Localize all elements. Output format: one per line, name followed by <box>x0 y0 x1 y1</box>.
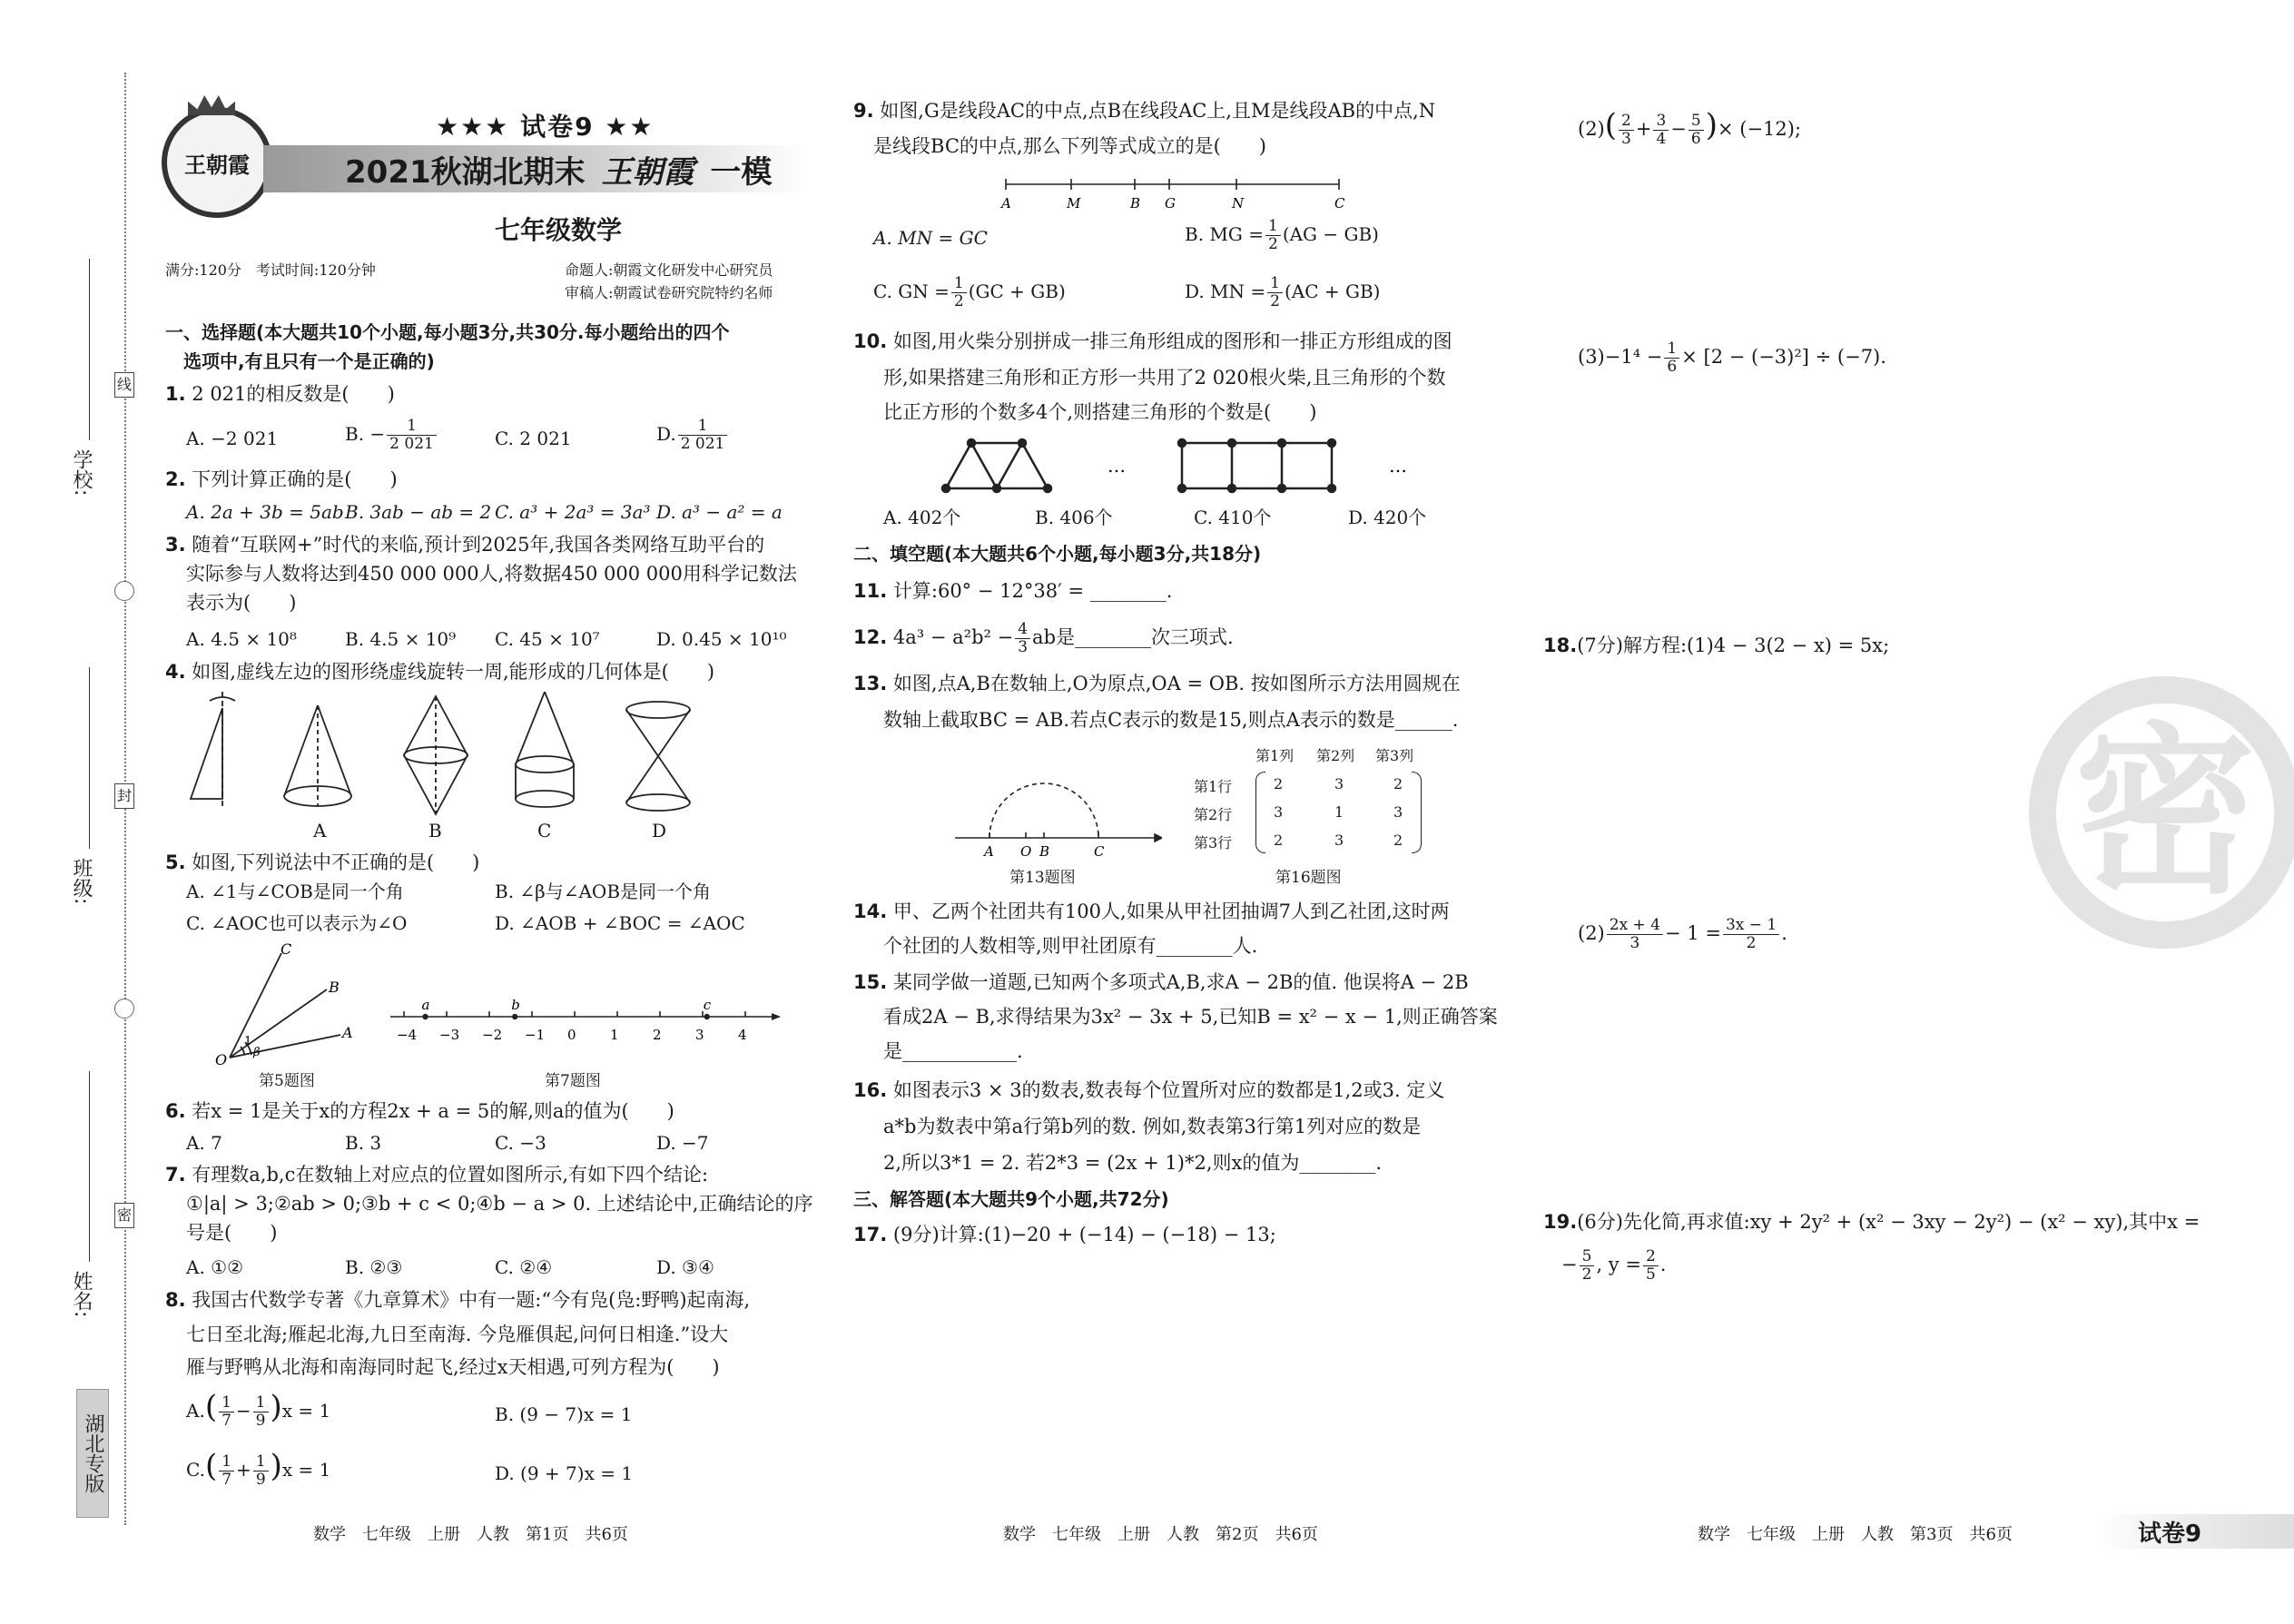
q5-figure-caption: 第5题图 <box>259 1072 315 1090</box>
q17-number: 17. <box>853 1224 888 1245</box>
question-4 <box>165 657 714 686</box>
q5-number: 5. <box>165 851 186 873</box>
binding-hole-icon <box>114 999 134 1019</box>
question-1 <box>165 379 395 408</box>
q18-mid: − 1 = <box>1665 922 1721 944</box>
q16-col-2: 第2列 <box>1316 747 1355 764</box>
q9-b-num: 1 <box>1265 218 1281 236</box>
q7-tick-label: 3 <box>695 1027 704 1043</box>
q10-line3: 比正方形的个数多4个,则搭建三角形的个数是( ) <box>883 401 1317 423</box>
q13-point-a: A <box>984 843 994 858</box>
binding-mark-seal: 封 <box>114 783 134 809</box>
q7-option-a[interactable]: A. ①② <box>186 1256 244 1278</box>
binding-mark-line: 线 <box>114 372 134 398</box>
q17-p3-num: 1 <box>1664 340 1679 359</box>
q6-option-a[interactable]: A. 7 <box>186 1132 222 1154</box>
q3-option-a[interactable]: A. 4.5 × 10⁸ <box>186 628 297 650</box>
section-1-line2: 选项中,有且只有一个是正确的) <box>183 350 435 372</box>
q9-option-c[interactable] <box>873 275 1066 310</box>
question-3 <box>165 530 764 559</box>
question-12 <box>853 621 1234 656</box>
q17-part-3 <box>1578 340 1886 376</box>
q19-y-num: 2 <box>1643 1248 1659 1266</box>
q8-option-a[interactable]: A.( $\frac{1}{7}$ − $\frac{1}{9}$ )x = 1 <box>186 1389 331 1430</box>
q16-matrix-bracket-right <box>1412 772 1422 853</box>
q7-point-a <box>422 1014 428 1019</box>
q9-point-B: B <box>1130 195 1141 212</box>
page-footer-3: 数学 七年级 上册 人教 第3页 共6页 <box>1698 1525 2013 1544</box>
q19-line1: (6分)先化简,再求值:xy + 2y² + (x² − 3xy − 2y²) − (x² − xy),其中x = <box>1577 1211 2200 1233</box>
name-field[interactable] <box>89 1071 90 1262</box>
exam-title <box>345 147 772 192</box>
question-13 <box>853 669 1461 698</box>
q8-c-num1: 1 <box>219 1453 234 1471</box>
q8-c-prefix: C. <box>186 1459 205 1481</box>
binding-mark-secret: 密 <box>114 1203 134 1228</box>
q7-tick-label: 0 <box>567 1027 576 1043</box>
q16-cell: 1 <box>1334 803 1344 821</box>
q9-point-C: C <box>1334 195 1345 212</box>
paper-tag-text: 试卷9 <box>2138 1521 2202 1548</box>
q9-option-b[interactable] <box>1185 218 1379 253</box>
q7-number-line <box>386 994 785 1058</box>
q7-tick-label: 2 <box>653 1027 662 1043</box>
q4-label-b: B <box>428 820 442 842</box>
q16-table-figure <box>1194 744 1439 858</box>
q11-text: 计算:60° − 12°38′ = ________. <box>892 580 1173 602</box>
q16-line1: 如图表示3 × 3的数表,数表每个位置所对应的数都是1,2或3. 定义 <box>892 1079 1445 1101</box>
q1-d-num: 1 <box>678 418 728 436</box>
q16-cell: 3 <box>1274 803 1284 821</box>
q18-left-num: 2x + 4 <box>1607 917 1663 935</box>
secret-watermark: 密 <box>2029 676 2294 949</box>
q17-op1: + <box>1635 118 1652 140</box>
q9-point-N: N <box>1232 195 1245 212</box>
q9-option-a[interactable]: A. MN = GC <box>873 227 988 249</box>
q2-text: 下列计算正确的是( ) <box>192 468 398 490</box>
q7-point-b <box>512 1014 517 1019</box>
q10-number: 10. <box>853 330 888 352</box>
q7-point-c <box>704 1014 710 1019</box>
q8-a-den2: 9 <box>255 1412 266 1430</box>
q2-option-b[interactable]: B. 3ab − ab = 2 <box>345 501 492 523</box>
q10-option-a[interactable]: A. 402个 <box>883 507 961 528</box>
q10-line2: 形,如果搭建三角形和正方形一共用了2 020根火柴,且三角形的个数 <box>883 367 1446 389</box>
section-2-heading: 二、填空题(本大题共6个小题,每小题3分,共18分) <box>853 543 1262 565</box>
q7-point-label: a <box>421 997 430 1013</box>
q1-option-a[interactable]: A. −2 021 <box>186 428 279 449</box>
q8-c-den1: 7 <box>222 1471 232 1489</box>
q8-c-num2: 1 <box>253 1453 269 1471</box>
q7-number: 7. <box>165 1164 186 1186</box>
name-label <box>67 1271 95 1317</box>
q19-end: . <box>1659 1254 1667 1275</box>
q5-option-a[interactable]: A. ∠1与∠COB是同一个角 <box>186 881 404 902</box>
q5-point-c: C <box>281 940 292 958</box>
q19-neg: − <box>1561 1254 1578 1275</box>
q1-b-fraction <box>387 418 437 453</box>
q8-line1: 我国古代数学专著《九章算术》中有一题:“今有凫(凫:野鸭)起南海, <box>192 1289 751 1311</box>
q6-option-b[interactable]: B. 3 <box>345 1132 382 1154</box>
question-7 <box>165 1160 708 1189</box>
edition-badge: 湖北专版 <box>76 1389 109 1518</box>
q8-a-prefix: A. <box>186 1400 205 1422</box>
q9-c-den: 2 <box>953 292 964 310</box>
q17-num1: 2 <box>1619 113 1634 131</box>
q1-d-fraction <box>678 418 728 453</box>
q10-dots-1: … <box>1108 455 1126 477</box>
q17-p2-pre: (2) <box>1578 118 1605 140</box>
q16-number: 16. <box>853 1079 888 1101</box>
logo-text: 王朝霞 <box>184 151 250 178</box>
question-6 <box>165 1097 674 1126</box>
q6-number: 6. <box>165 1100 186 1122</box>
series-label: ★★★ 试卷9 ★★ <box>436 112 655 142</box>
name-text: 姓名: <box>70 1271 93 1318</box>
q9-option-d[interactable] <box>1185 275 1380 310</box>
q6-option-d[interactable]: D. −7 <box>656 1132 709 1154</box>
q19-line2 <box>1561 1248 1666 1284</box>
q9-c-num: 1 <box>951 275 967 293</box>
q7-figure-caption: 第7题图 <box>545 1072 601 1090</box>
q18-number: 18. <box>1543 635 1578 656</box>
q8-c-op: + <box>236 1459 251 1481</box>
q7-tick-label: −4 <box>397 1027 418 1043</box>
q1-b-prefix: B. − <box>345 423 386 445</box>
q18-left-den: 3 <box>1629 934 1640 952</box>
question-19 <box>1543 1207 2200 1236</box>
q5-option-d[interactable]: D. ∠AOB + ∠BOC = ∠AOC <box>495 912 745 934</box>
q7-point-label: b <box>511 997 520 1013</box>
q14-line2: 个社团的人数相等,则甲社团原有________人. <box>883 935 1258 957</box>
q1-text: 2 021的相反数是( ) <box>192 383 395 405</box>
q1-d-prefix: D. <box>656 423 676 445</box>
q17-den1: 3 <box>1621 130 1631 148</box>
q1-option-b[interactable] <box>345 418 438 453</box>
q3-option-b[interactable]: B. 4.5 × 10⁹ <box>345 628 457 650</box>
question-11 <box>853 576 1172 605</box>
q18-right-den: 2 <box>1746 934 1757 952</box>
q17-num3: 5 <box>1689 113 1704 131</box>
question-17 <box>853 1220 1276 1249</box>
q10-squares <box>1178 439 1335 492</box>
q8-option-c[interactable]: C.( $\frac{1}{7}$ + $\frac{1}{9}$ )x = 1 <box>186 1448 331 1489</box>
q17-text: (9分)计算:(1)−20 + (−14) − (−18) − 13; <box>892 1224 1276 1245</box>
q16-line3: 2,所以3*1 = 2. 若2*3 = (2x + 1)*2,则x的值为________. <box>883 1152 1383 1174</box>
q9-d-post: (AC + GB) <box>1284 281 1381 302</box>
q5-point-b: B <box>329 979 340 996</box>
q11-number: 11. <box>853 580 888 602</box>
q7-tick-label: 1 <box>610 1027 619 1043</box>
question-14 <box>853 897 1450 926</box>
q9-segment-figure <box>999 177 1353 213</box>
question-15 <box>853 968 1469 997</box>
question-10 <box>853 327 1452 356</box>
q17-p3-pre: (3)−1⁴ − <box>1578 346 1663 368</box>
page-footer-2: 数学 七年级 上册 人教 第2页 共6页 <box>1003 1525 1318 1544</box>
q2-option-d[interactable]: D. a³ − a² = a <box>656 501 783 523</box>
q3-line2: 实际参与人数将达到450 000 000人,将数据450 000 000用科学记数法 <box>186 563 797 585</box>
q2-option-c[interactable]: C. a³ + 2a³ = 3a³ <box>495 501 651 523</box>
q5-point-o: O <box>215 1051 228 1067</box>
q13-point-o: O <box>1020 843 1032 858</box>
q16-cell: 2 <box>1274 832 1284 849</box>
q8-c-den2: 9 <box>255 1471 266 1489</box>
q7-point-label: c <box>703 997 712 1013</box>
question-2 <box>165 465 398 494</box>
q12-num: 4 <box>1015 621 1030 639</box>
q16-row-3: 第3行 <box>1194 834 1233 851</box>
q7-tick-label: −3 <box>439 1027 460 1043</box>
q4-number: 4. <box>165 661 186 683</box>
class-text: 班级: <box>70 858 93 905</box>
q4-text: 如图,虚线左边的图形绕虚线旋转一周,能形成的几何体是( ) <box>192 661 715 683</box>
q1-d-den: 2 021 <box>680 435 725 453</box>
q16-cell: 3 <box>1334 775 1344 792</box>
question-8 <box>165 1285 750 1314</box>
q18-p2-pre: (2) <box>1578 922 1605 944</box>
q9-b-prefix: B. MG = <box>1185 223 1264 245</box>
q13-point-c: C <box>1094 843 1105 858</box>
q7-tick-label: 4 <box>738 1027 747 1043</box>
q8-a-num1: 1 <box>219 1394 234 1412</box>
question-9 <box>853 96 1435 125</box>
q8-line3: 雁与野鸭从北海和南海同时起飞,经过x天相遇,可列方程为( ) <box>186 1356 720 1378</box>
q13-line1: 如图,点A,B在数轴上,O为原点,OA = OB. 按如图所示方法用圆规在 <box>892 673 1461 694</box>
question-18 <box>1543 631 1889 660</box>
q9-point-M: M <box>1067 195 1081 212</box>
q16-cell: 2 <box>1393 832 1403 849</box>
title-right: 一模 <box>710 154 773 191</box>
q8-option-b[interactable]: B. (9 − 7)x = 1 <box>495 1403 633 1425</box>
q19-y-den: 5 <box>1645 1265 1656 1284</box>
q17-p3-post: × [2 − (−3)²] ÷ (−7). <box>1681 346 1886 368</box>
q10-dots-2: … <box>1389 455 1407 477</box>
q1-number: 1. <box>165 383 186 405</box>
q16-cell: 3 <box>1393 803 1403 821</box>
q19-sep: , y = <box>1596 1254 1641 1275</box>
q16-cell: 3 <box>1334 832 1344 849</box>
q7-axis-arrow <box>772 1013 781 1020</box>
q3-number: 3. <box>165 534 186 556</box>
q13-point-b: B <box>1039 843 1050 858</box>
q2-option-a[interactable]: A. 2a + 3b = 5ab <box>186 501 344 523</box>
series-text: 试卷9 <box>520 112 595 142</box>
q4-option-d-solid[interactable] <box>626 702 690 811</box>
score-time: 满分:120分 考试时间:120分钟 <box>165 261 376 279</box>
q8-line2: 七日至北海;雁起北海,九日至南海. 今凫雁俱起,问何日相逢.”设大 <box>186 1324 729 1345</box>
q13-figure-caption: 第13题图 <box>1009 869 1076 887</box>
q9-line1: 如图,G是线段AC的中点,点B在线段AC上,且M是线段AB的中点,N <box>880 100 1436 122</box>
q16-col-1: 第1列 <box>1255 747 1295 764</box>
page-footer-1: 数学 七年级 上册 人教 第1页 共6页 <box>313 1525 628 1544</box>
q7-line3: 号是( ) <box>186 1222 278 1244</box>
reviewer: 审稿人:朝霞试卷研究院特约名师 <box>565 284 773 301</box>
q9-b-post: (AG − GB) <box>1282 223 1379 245</box>
q9-b-den: 2 <box>1267 235 1278 253</box>
section-3-heading: 三、解答题(本大题共9个小题,共72分) <box>853 1188 1169 1210</box>
class-label <box>67 858 95 904</box>
q10-matchstick-figure <box>935 434 1443 497</box>
q8-a-post: x = 1 <box>281 1400 331 1422</box>
q4-rotation-figure <box>191 692 235 810</box>
q12-pre: 4a³ − a²b² − <box>892 626 1014 648</box>
q5-angle-figure <box>204 940 368 1067</box>
q14-number: 14. <box>853 901 888 922</box>
q7-tick-label: −1 <box>525 1027 546 1043</box>
q16-row-2: 第2行 <box>1194 806 1233 823</box>
q15-line1: 某同学做一道题,已知两个多项式A,B,求A − 2B的值. 他误将A − 2B <box>892 971 1469 993</box>
q7-tick-label: −2 <box>482 1027 503 1043</box>
q7-option-c[interactable]: C. ②④ <box>495 1256 553 1278</box>
q8-c-post: x = 1 <box>281 1459 331 1481</box>
q12-number: 12. <box>853 626 888 648</box>
q5-angle-1: 1 <box>244 1035 252 1048</box>
q10-option-d[interactable]: D. 420个 <box>1348 507 1427 528</box>
q1-option-d[interactable] <box>656 418 729 453</box>
q9-d-prefix: D. MN = <box>1185 281 1266 302</box>
q16-figure-caption: 第16题图 <box>1275 869 1342 887</box>
author: 命题人:朝霞文化研发中心研究员 <box>565 261 773 279</box>
q10-line1: 如图,用火柴分别拼成一排三角形组成的图形和一排正方形组成的图 <box>892 330 1452 352</box>
q1-option-c[interactable]: C. 2 021 <box>495 428 572 449</box>
q3-line1: 随着“互联网+”时代的来临,预计到2025年,我国各类网络互助平台的 <box>192 534 765 556</box>
q5-angle-beta: β <box>253 1046 261 1059</box>
q2-number: 2. <box>165 468 186 490</box>
q5-point-a: A <box>342 1024 353 1041</box>
q5-option-b[interactable]: B. ∠β与∠AOB是同一个角 <box>495 881 712 902</box>
q10-triangles <box>942 439 1051 492</box>
q17-op2: − <box>1670 118 1687 140</box>
q15-line3: 是____________. <box>883 1040 1023 1062</box>
q8-option-d[interactable]: D. (9 + 7)x = 1 <box>495 1462 634 1484</box>
question-16 <box>853 1076 1444 1105</box>
q5-text: 如图,下列说法中不正确的是( ) <box>192 851 480 873</box>
q1-b-num: 1 <box>387 418 437 436</box>
q4-label-a: A <box>313 820 327 842</box>
q3-line3: 表示为( ) <box>186 592 297 614</box>
q9-point-G: G <box>1165 195 1176 212</box>
q17-den3: 6 <box>1690 130 1701 148</box>
school-label <box>67 449 95 496</box>
section-1-line1: 一、选择题(本大题共10个小题,每小题3分,共30分.每小题给出的四个 <box>165 321 730 343</box>
q4-option-b-solid[interactable] <box>404 696 468 814</box>
q9-point-A: A <box>1001 195 1011 212</box>
school-text: 学校: <box>70 449 93 497</box>
q4-option-c-solid[interactable] <box>516 692 574 807</box>
q12-post: ab是________次三项式. <box>1032 626 1234 648</box>
q8-a-op: − <box>235 1400 251 1422</box>
q16-cell: 2 <box>1274 775 1284 792</box>
q3-option-c[interactable]: C. 45 × 10⁷ <box>495 628 600 650</box>
q18-right-num: 3x − 1 <box>1723 917 1779 935</box>
q16-matrix-bracket-left <box>1255 772 1265 853</box>
q9-line2: 是线段BC的中点,那么下列等式成立的是( ) <box>873 135 1266 157</box>
crown-icon <box>188 95 235 115</box>
q18-p2-post: . <box>1781 922 1787 944</box>
q9-number: 9. <box>853 100 874 122</box>
logo <box>162 107 272 218</box>
q17-part-2: (2)( $\frac{2}{3}$ + $\frac{3}{4}$ − $\frac{5}{6}$ )× (−12); <box>1578 107 1802 148</box>
q4-option-a-solid[interactable] <box>284 705 351 806</box>
q6-text: 若x = 1是关于x的方程2x + a = 5的解,则a的值为( ) <box>192 1100 674 1122</box>
q7-option-b[interactable]: B. ②③ <box>345 1256 403 1278</box>
subject-title: 七年级数学 <box>495 215 623 245</box>
title-brand: 王朝霞 <box>601 154 694 191</box>
q18-part-2 <box>1578 917 1787 952</box>
q1-b-den: 2 021 <box>389 435 434 453</box>
q17-den2: 4 <box>1656 130 1667 148</box>
q13-number-line <box>953 776 1162 858</box>
q3-option-d[interactable]: D. 0.45 × 10¹⁰ <box>656 628 787 650</box>
q10-option-c[interactable]: C. 410个 <box>1194 507 1272 528</box>
q17-p3-den: 6 <box>1667 358 1678 376</box>
q16-line2: a*b为数表中第a行第b列的数. 例如,数表第3行第1列对应的数是 <box>883 1116 1422 1137</box>
q19-x-num: 5 <box>1580 1248 1595 1266</box>
q8-a-den1: 7 <box>222 1412 231 1430</box>
q9-d-den: 2 <box>1270 292 1280 310</box>
q9-d-num: 1 <box>1267 275 1283 293</box>
q15-number: 15. <box>853 971 888 993</box>
q19-x-den: 2 <box>1581 1265 1592 1284</box>
q12-den: 3 <box>1018 638 1029 656</box>
q18-text: (7分)解方程:(1)4 − 3(2 − x) = 5x; <box>1577 635 1890 656</box>
q9-c-prefix: C. GN = <box>873 281 950 302</box>
section-1-heading <box>165 318 730 376</box>
q6-option-c[interactable]: C. −3 <box>495 1132 546 1154</box>
class-field[interactable] <box>89 667 90 849</box>
q9-c-post: (GC + GB) <box>968 281 1066 302</box>
q17-p2-post: × (−12); <box>1717 118 1802 140</box>
q4-figure <box>177 692 722 846</box>
q4-label-c: C <box>537 820 552 842</box>
q13-line2: 数轴上截取BC = AB.若点C表示的数是15,则点A表示的数是______. <box>883 709 1459 731</box>
q7-line2: ①|a| > 3;②ab > 0;③b + c < 0;④b − a > 0. 上述结论中,正确结论的序 <box>186 1193 813 1215</box>
q8-number: 8. <box>165 1289 186 1311</box>
q15-line2: 看成2A − B,求得结果为3x² − 3x + 5,已知B = x² − x − 1,则正确答案 <box>883 1006 1498 1028</box>
q7-line1: 有理数a,b,c在数轴上对应点的位置如图所示,有如下四个结论: <box>192 1164 709 1186</box>
binding-hole-icon <box>114 581 134 601</box>
q19-number: 19. <box>1543 1211 1578 1233</box>
title-left: 2021秋湖北期末 <box>345 154 586 191</box>
q17-num2: 3 <box>1653 113 1669 131</box>
q5-option-c[interactable]: C. ∠AOC也可以表示为∠O <box>186 912 408 934</box>
q16-col-3: 第3列 <box>1375 747 1414 764</box>
q7-option-d[interactable]: D. ③④ <box>656 1256 714 1278</box>
q16-cell: 2 <box>1393 775 1403 792</box>
q13-number: 13. <box>853 673 888 694</box>
question-5 <box>165 848 479 877</box>
q8-a-num2: 1 <box>253 1394 269 1412</box>
q16-row-1: 第1行 <box>1194 778 1233 795</box>
school-field[interactable] <box>89 259 90 440</box>
q10-option-b[interactable]: B. 406个 <box>1035 507 1113 528</box>
q14-line1: 甲、乙两个社团共有100人,如果从甲社团抽调7人到乙社团,这时两 <box>892 901 1450 922</box>
q4-label-d: D <box>652 820 667 842</box>
